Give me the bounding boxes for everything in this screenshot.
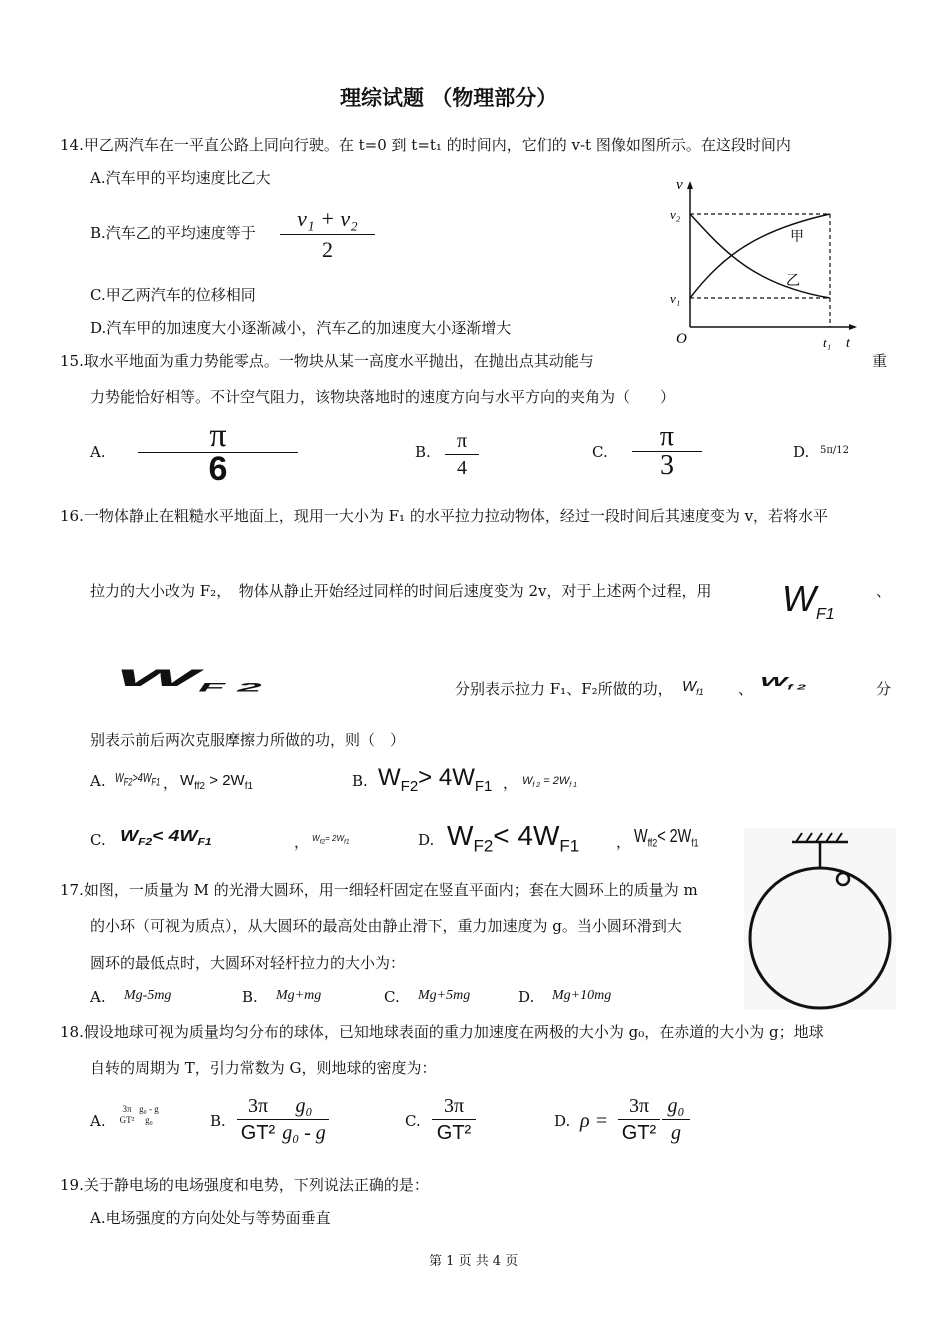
q16-option-d-label: D. [418,831,435,849]
fraction-denominator: g [671,1122,681,1144]
fraction-bar [618,1119,660,1120]
q15-option-c-fraction [632,421,702,481]
q15-option-b-fraction [445,430,479,479]
w-subscript: F1 [815,606,835,624]
q17-stem-line1: 17.如图，一质量为 M 的光滑大圆环，用一细轻杆固定在竖直平面内；套在大圆环上的质量为 m [60,881,698,899]
w-letter: W [180,772,195,789]
q16-stem-line3-end: 分 [876,680,892,698]
fraction-bar [432,1119,476,1120]
y-axis-label: v [676,177,683,193]
w-letter: W [312,834,320,843]
origin-label: O [676,331,687,347]
q18-stem-line2: 自转的周期为 T，引力常数为 G，则地球的密度为： [90,1059,437,1077]
q16-stem-line4: 别表示前后两次克服摩擦力所做的功，则（ ） [90,731,406,749]
q17-option-c-label: C. [384,988,400,1006]
q16-wf2-symbol [115,665,262,695]
q16-wf1-symbol [782,578,835,624]
t1-label: t₁ [823,335,832,350]
v2-label: v₂ [670,207,681,222]
fraction-denominator: GT² [621,1122,657,1144]
relation: = 2W [325,834,345,843]
q15-option-c-label: C. [592,443,608,461]
w-letter: W [115,770,124,785]
w-letter: W [682,678,697,695]
relation: < 2W [657,826,692,846]
curve-yi [690,214,830,298]
q14-option-a: A.汽车甲的平均速度比乙大 [90,169,271,187]
q16-option-c-expr1 [120,828,212,848]
w-subscript: f 1 [569,782,578,790]
q16-stem-line3: 分别表示拉力 F₁、F₂所做的功， [455,680,673,698]
q16-option-a-label: A. [90,772,106,790]
q18-option-a-label: A. [90,1112,106,1130]
q18-option-d-label: D. [554,1112,571,1130]
curve-yi-label: 乙 [786,273,800,289]
q16-wf2s-symbol [760,675,806,692]
q18-option-c-frac1 [432,1095,476,1144]
relation: > 4W [418,764,475,791]
v1-label: v₁ [670,291,681,306]
w-subscript: f 2 [787,683,806,692]
fraction-numerator: 3π [122,1104,132,1114]
fraction-denominator: GT² [436,1122,472,1144]
w-letter: W [782,578,816,619]
curve-jia [690,214,830,298]
relation: >4W [132,770,152,785]
fraction-denominator: GT² [240,1122,276,1144]
w-subscript: f 2 [532,782,541,790]
y-axis-arrow [687,181,693,189]
q16-wf1s-symbol [682,678,704,697]
q14-option-b-fraction [280,206,375,263]
w-letter: W [634,826,648,846]
fraction-numerator: 3π [443,1095,465,1117]
w-subscript: ff2 [194,781,206,792]
q16-option-b-label: B. [352,772,368,790]
q17-option-c-value: Mg+5mg [418,988,471,1003]
fraction-numerator: g₀ [667,1095,685,1117]
q15-stem-line1-end: 重 [872,352,888,370]
q16-option-a-expr1 [115,770,160,789]
fraction-numerator: v₁ + v₂ [297,206,358,231]
fraction-denominator: 2 [322,237,333,262]
fraction-denominator: 4 [457,457,467,479]
q16-option-b-comma: ， [503,774,519,792]
x-axis-arrow [849,324,857,330]
q14-option-c: C.甲乙两汽车的位移相同 [90,286,256,304]
fraction-denominator: 6 [208,450,228,488]
q16-separator-2: 、 [738,680,754,698]
q16-option-b-expr2 [522,775,577,789]
q16-separator: 、 [876,582,892,600]
w-subscript: ff2 [647,837,658,850]
fraction-bar [279,1119,329,1120]
relation: < 4W [152,828,198,845]
relation: < 4W [493,820,560,851]
q14-stem: 14.甲乙两汽车在一平直公路上同向行驶。在 t=0 到 t=t₁ 的时间内，它们的 v-t 图像如图所示。在这段时间内 [60,136,791,154]
w-subscript: f1 [344,838,350,846]
q16-option-c-expr2 [312,834,350,846]
q14-option-b-label: B.汽车乙的平均速度等于 [90,224,256,242]
q17-stem-line2: 的小环（可视为质点），从大圆环的最高处由静止滑下，重力加速度为 g。当小圆环滑到大 [90,917,682,935]
fraction-bar [280,234,375,235]
fraction-denominator: g₀ [145,1115,153,1125]
w-subscript: F2 [123,776,133,789]
fraction-numerator: π [456,430,468,452]
q18-option-c-label: C. [405,1112,421,1130]
q17-stem-line3: 圆环的最低点时，大圆环对轻杆拉力的大小为： [90,954,406,972]
q17-option-d-label: D. [518,988,535,1006]
x-axis-label: t [846,336,850,350]
q18-option-b-frac1 [237,1095,279,1144]
w-subscript: F1 [559,836,580,856]
w-subscript: F2 [473,836,494,856]
q14-option-d: D.汽车甲的加速度大小逐渐减小，汽车乙的加速度大小逐渐增大 [90,319,512,337]
w-letter: W [522,775,533,787]
fraction-numerator: g₀ - g [139,1104,159,1114]
w-letter: W [447,820,474,851]
vt-graph [668,175,863,350]
w-subscript: f1 [696,687,704,697]
w-subscript: F1 [197,837,212,849]
q15-stem-line1: 15.取水平地面为重力势能零点。一物块从某一高度水平抛出，在抛出点其动能与 [60,352,594,370]
w-letter: W [115,665,199,692]
q16-option-c-comma: ， [294,833,310,851]
q17-option-b-value: Mg+mg [276,988,322,1003]
w-subscript: F2 [138,837,153,849]
q15-option-a-label: A. [90,443,106,461]
q15-option-b-label: B. [415,443,431,461]
ring-figure [744,828,896,1010]
w-subscript: f1 [691,837,699,850]
w-subscript: F1 [151,776,161,789]
fraction-bar [445,454,479,455]
q18-option-d-rho: ρ = [580,1110,609,1132]
q17-option-d-value: Mg+10mg [552,988,612,1003]
q15-option-d-value: 5π/12 [820,445,850,456]
w-subscript: f1 [244,781,254,792]
fraction-numerator: π [659,421,675,452]
fraction-denominator: GT² [119,1115,135,1125]
w-letter: W [120,828,139,845]
q18-stem-line1: 18.假设地球可视为质量均匀分布的球体，已知地球表面的重力加速度在两极的大小为 g₀，在赤道的大小为 g；地球 [60,1023,824,1041]
q18-option-d-frac1 [618,1095,660,1144]
q16-option-c-label: C. [90,831,106,849]
q19-stem: 19.关于静电场的电场强度和电势，下列说法正确的是： [60,1176,429,1194]
q18-option-b-label: B. [210,1112,226,1130]
w-letter: W [760,675,788,689]
q18-option-d-frac2 [662,1095,690,1144]
q15-option-d-label: D. [793,443,810,461]
q16-option-d-comma: ， [616,833,632,851]
relation: = 2W [543,775,570,787]
q16-option-a-comma: ， [163,774,179,792]
w-subscript: F2 [400,777,419,795]
q16-option-a-expr2 [180,772,253,792]
q15-option-a-fraction [138,417,298,488]
fraction-denominator: g₀ - g [282,1122,326,1144]
relation: > 2W [209,772,245,789]
fraction-bar [237,1119,279,1120]
q18-option-b-frac2 [279,1095,329,1144]
q19-option-a: A.电场强度的方向处处与等势面垂直 [90,1209,331,1227]
fraction-bar [662,1119,690,1120]
fraction-numerator: π [209,417,227,454]
q17-option-b-label: B. [242,988,258,1006]
q16-stem-line1: 16.一物体静止在粗糙水平地面上，现用一大小为 F₁ 的水平拉力拉动物体，经过一段时间后其速度变为 v，若将水平 [60,507,829,525]
page-footer: 第 1 页 共 4 页 [429,1254,519,1269]
w-subscript: f2 [319,838,326,846]
fraction-numerator: 3π [247,1095,269,1117]
q17-option-a-value: Mg-5mg [124,988,172,1003]
q17-option-a-label: A. [90,988,106,1006]
fraction-numerator: 3π [628,1095,650,1117]
w-subscript: F1 [474,777,493,795]
page-title: 理综试题 （物理部分） [340,85,558,110]
q16-stem-line2: 拉力的大小改为 F₂， 物体从静止开始经过同样的时间后速度变为 2v，对于上述两个过程，用 [90,582,712,600]
q16-option-d-expr2 [634,826,699,850]
w-subscript: F 2 [198,681,262,695]
fraction-numerator: g₀ [295,1095,313,1117]
curve-jia-label: 甲 [790,229,804,245]
q16-option-b-expr1 [378,764,492,795]
fraction-denominator: 3 [660,450,674,481]
w-letter: W [378,764,401,791]
q15-stem-line2: 力势能恰好相等。不计空气阻力，该物块落地时的速度方向与水平方向的夹角为（ ） [90,388,676,406]
q16-option-d-expr1 [447,820,579,857]
q18-option-a-frac2 [134,1104,164,1126]
